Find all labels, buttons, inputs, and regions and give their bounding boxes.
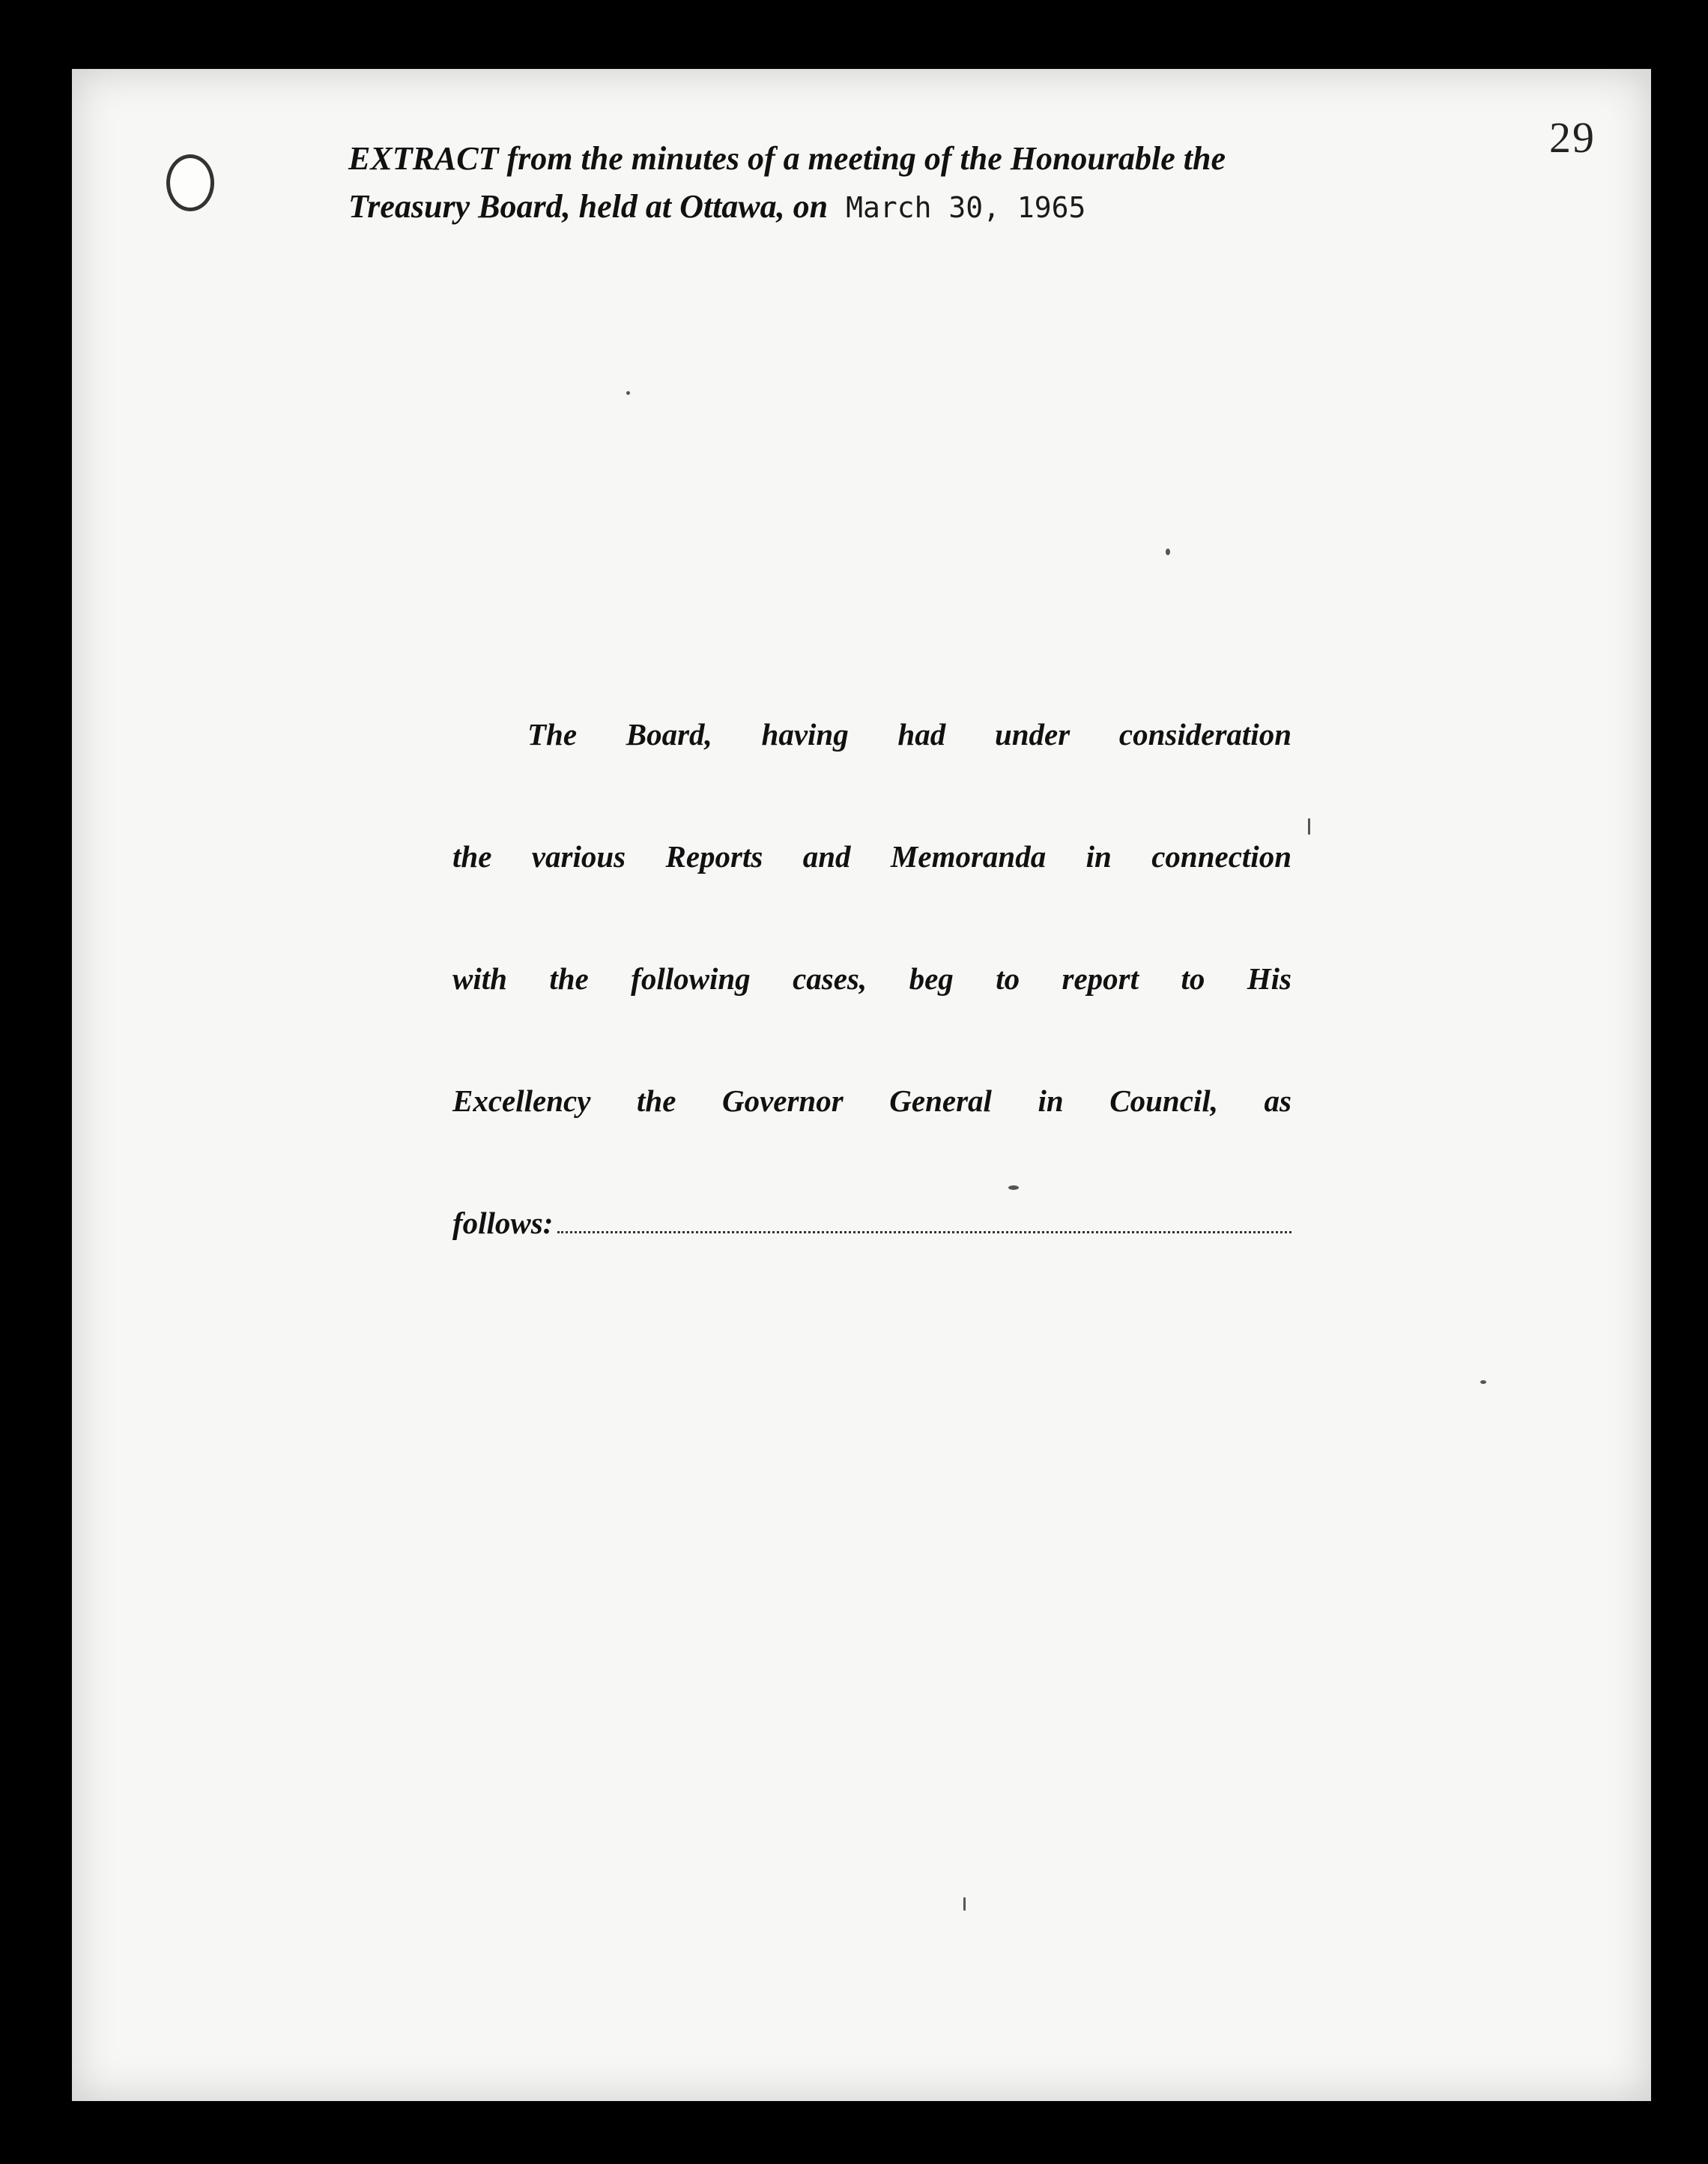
extract-header: [348, 135, 1637, 232]
follows-label: follows:: [452, 1206, 554, 1240]
header-line-2: [348, 183, 1637, 232]
speck: [626, 391, 630, 395]
header-line-2-text: Treasury Board, held at Ottawa, on: [348, 188, 829, 225]
speck: [1308, 818, 1310, 835]
body-line-3: with the following cases, beg to report to His: [452, 961, 1291, 996]
body-line-2: the various Reports and Memoranda in connection: [452, 839, 1291, 874]
report-body: [452, 704, 1291, 1315]
speck: [1480, 1380, 1486, 1384]
meeting-date: March 30, 1965: [846, 191, 1086, 224]
dotted-leader: [557, 1198, 1291, 1233]
page-number: 29: [1549, 113, 1596, 162]
speck: [963, 1897, 966, 1911]
header-line-1: EXTRACT from the minutes of a meeting of the Honourable the: [348, 140, 1226, 177]
punch-hole: [166, 154, 214, 211]
body-line-4: Excellency the Governor General in Council, as: [452, 1083, 1291, 1118]
body-line-5: [452, 1193, 1291, 1315]
speck: [1166, 548, 1170, 555]
body-line-1: The Board, having had under consideration: [527, 717, 1291, 752]
